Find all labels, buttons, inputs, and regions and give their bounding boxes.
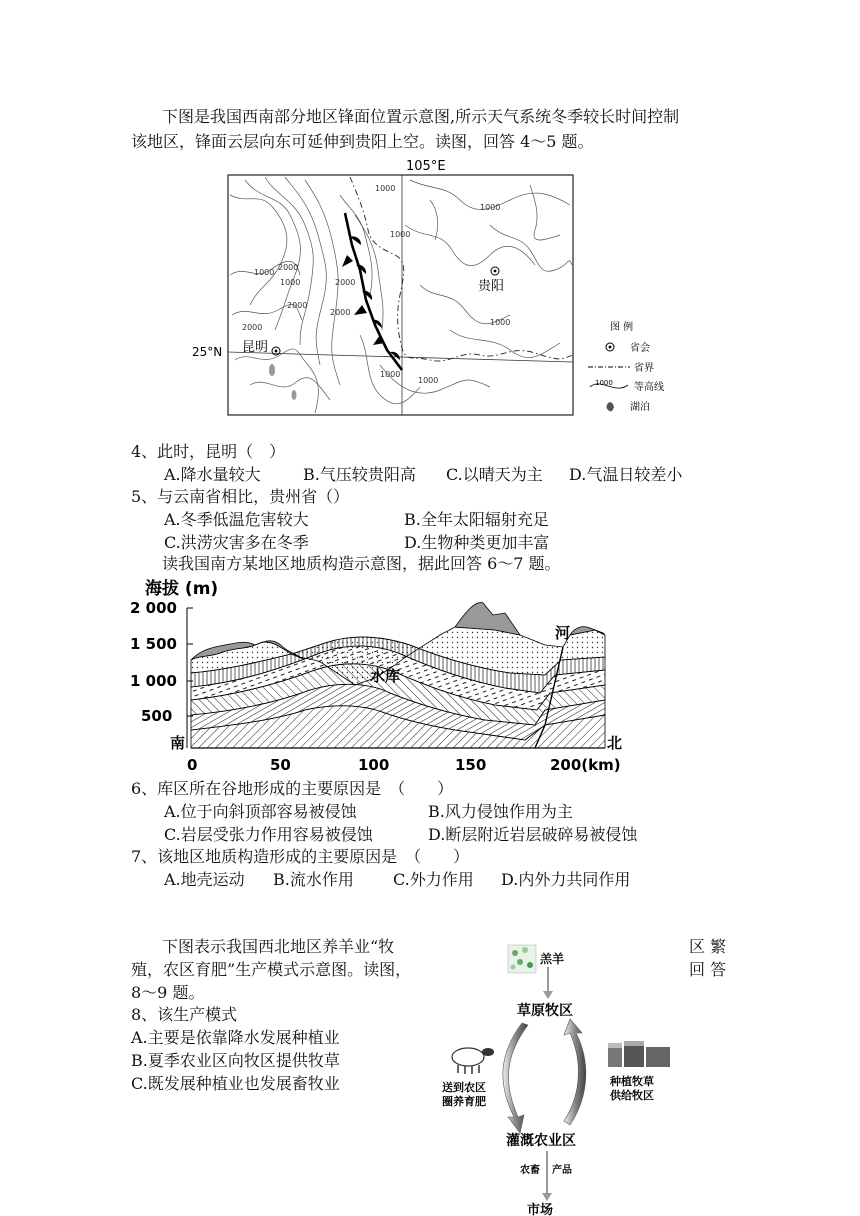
q7-option-c[interactable]: C.外力作用 — [393, 870, 474, 889]
q7-option-b[interactable]: B.流水作用 — [273, 870, 354, 889]
legend-capital: 省会 — [630, 343, 650, 354]
y-tick-2000: 2 000 — [130, 599, 177, 617]
contour-label: 1000 — [280, 278, 301, 287]
q4-option-d[interactable]: D.气温日较差小 — [569, 465, 683, 484]
left-label-line-2: 圈养育肥 — [442, 1095, 486, 1108]
x-tick-150: 150 — [455, 756, 487, 774]
q7-option-a[interactable]: A.地壳运动 — [164, 870, 245, 889]
reservoir-label: 水库 — [370, 667, 401, 685]
city-guiyang: 贵阳 — [478, 279, 505, 294]
x-tick-100: 100 — [358, 756, 390, 774]
q5-option-b[interactable]: B.全年太阳辐射充足 — [404, 510, 549, 529]
sheep-flow-diagram — [430, 935, 680, 1216]
lamb-label: 羔羊 — [540, 952, 565, 966]
contour-label: 2000 — [330, 308, 351, 317]
q8-option-b[interactable]: B.夏季农业区向牧区提供牧草 — [131, 1051, 340, 1070]
contour-label: 2000 — [278, 263, 299, 272]
lake-icon — [292, 390, 297, 400]
map-frame — [228, 175, 573, 415]
south-label: 南 — [170, 734, 186, 752]
intro-paragraph-3-line-2-end: 回 答 — [689, 960, 727, 979]
x-tick-0: 0 — [187, 756, 198, 774]
x-tick-50: 50 — [270, 756, 291, 774]
q6-option-b[interactable]: B.风力侵蚀作用为主 — [428, 802, 573, 821]
fattening-sheep-icon — [452, 1048, 494, 1074]
contour-label: 2000 — [287, 301, 308, 310]
x-tick-200: 200(km) — [550, 756, 621, 774]
q8-option-a[interactable]: A.主要是依靠降水发展种植业 — [131, 1028, 340, 1047]
q6-stem: 6、库区所在谷地形成的主要原因是 （ ） — [131, 779, 454, 798]
y-tick-500: 500 — [141, 707, 173, 725]
up-arrow-icon — [564, 1019, 586, 1125]
legend-boundary: 省界 — [634, 363, 654, 374]
contour-label: 2000 — [335, 278, 356, 287]
q5-option-c[interactable]: C.洪涝灾害多在冬季 — [164, 533, 309, 552]
lake-symbol-icon — [607, 402, 615, 411]
intro-paragraph-1-line-1: 下图是我国西南部分地区锋面位置示意图,所示天气系统冬季较长时间控制 — [162, 107, 680, 126]
geology-section — [125, 575, 630, 775]
q7-option-d[interactable]: D.内外力共同作用 — [501, 870, 631, 889]
q4-option-b[interactable]: B.气压较贵阳高 — [303, 465, 416, 484]
q4-option-c[interactable]: C.以晴天为主 — [446, 465, 543, 484]
capital-symbol-icon — [609, 346, 612, 349]
geology-ylabel: 海拔 (m) — [145, 579, 219, 599]
intro-paragraph-3-line-2: 殖，农区育肥”生产模式示意图。读图， — [131, 960, 412, 979]
product-label-right: 产品 — [552, 1165, 572, 1176]
latitude-label: 25°N — [192, 345, 223, 359]
left-label-line-1: 送到农区 — [442, 1081, 486, 1094]
river-label: 河 — [555, 624, 571, 642]
contour-label: 1000 — [254, 268, 275, 277]
product-label-left: 农畜 — [520, 1165, 540, 1176]
q5-option-a[interactable]: A.冬季低温危害较大 — [164, 510, 309, 529]
legend-contour: 等高线 — [634, 382, 664, 393]
legend-contour-sample: 1000 — [595, 379, 613, 387]
contour-label: 1000 — [418, 376, 439, 385]
q8-stem: 8、该生产模式 — [131, 1005, 238, 1024]
q5-stem: 5、与云南省相比，贵州省（） — [131, 487, 350, 506]
q6-option-a[interactable]: A.位于向斜顶部容易被侵蚀 — [164, 802, 357, 821]
y-tick-1500: 1 500 — [130, 635, 177, 653]
front-map — [190, 155, 670, 420]
legend-lake: 湖泊 — [630, 402, 650, 413]
legend-title: 图 例 — [610, 322, 634, 333]
contour-label: 1000 — [375, 184, 396, 193]
intro-paragraph-3-line-1: 下图表示我国西北地区养羊业“牧 — [162, 937, 395, 956]
city-kunming: 昆明 — [242, 340, 269, 355]
q6-option-d[interactable]: D.断层附近岩层破碎易被侵蚀 — [428, 825, 638, 844]
contour-label: 1000 — [480, 203, 501, 212]
down-arrow-icon — [503, 1023, 528, 1133]
longitude-label: 105°E — [406, 159, 446, 174]
forage-bales-icon — [608, 1041, 670, 1067]
contour-label: 1000 — [490, 318, 511, 327]
intro-paragraph-1-line-2: 该地区，锋面云层向东可延伸到贵阳上空。读图，回答 4～5 题。 — [131, 132, 594, 151]
q4-stem: 4、此时，昆明（ ） — [131, 442, 286, 461]
contour-label: 1000 — [380, 370, 401, 379]
lamb-herd-icon — [508, 945, 536, 973]
q6-option-c[interactable]: C.岩层受张力作用容易被侵蚀 — [164, 825, 373, 844]
pasture-area-label: 草原牧区 — [517, 1003, 573, 1019]
map-legend — [588, 320, 664, 413]
q5-option-d[interactable]: D.生物种类更加丰富 — [404, 533, 550, 552]
q7-stem: 7、该地区地质构造形成的主要原因是 （ ） — [131, 847, 470, 866]
farm-area-label: 灌溉农业区 — [506, 1133, 576, 1149]
q8-option-c[interactable]: C.既发展种植业也发展畜牧业 — [131, 1074, 340, 1093]
y-tick-1000: 1 000 — [130, 672, 177, 690]
north-label: 北 — [607, 734, 623, 752]
contour-label: 2000 — [242, 323, 263, 332]
market-label: 市场 — [527, 1203, 554, 1216]
intro-paragraph-3-line-1-end: 区 繁 — [689, 937, 727, 956]
intro-paragraph-2: 读我国南方某地区地质构造示意图，据此回答 6～7 题。 — [162, 554, 561, 573]
q4-option-a[interactable]: A.降水量较大 — [164, 465, 261, 484]
right-label-line-1: 种植牧草 — [610, 1075, 654, 1088]
lake-icon — [269, 364, 275, 376]
contour-label: 1000 — [390, 230, 411, 239]
right-label-line-2: 供给牧区 — [610, 1089, 654, 1102]
intro-paragraph-3-line-3: 8～9 题。 — [131, 983, 205, 1002]
